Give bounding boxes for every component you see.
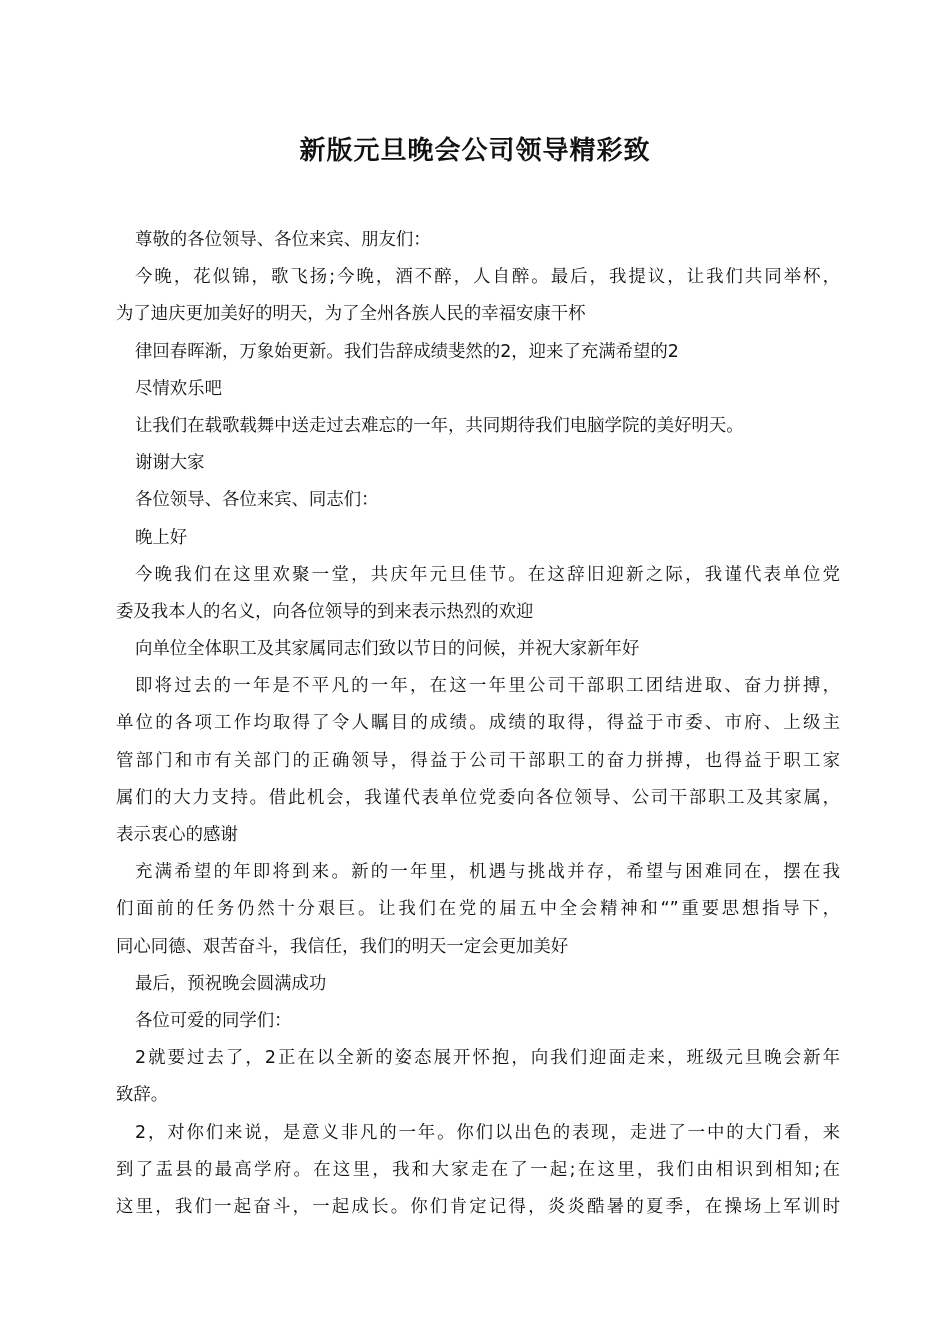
- text-line: 们面前的任务仍然十分艰巨。让我们在党的届五中全会精神和“”重要思想指导下，: [116, 899, 840, 920]
- text-line: 2，对你们来说，是意义非凡的一年。你们以出色的表现，走进了一中的大门看，来: [135, 1122, 840, 1143]
- text-line: 谢谢大家: [135, 453, 205, 474]
- document-body: [116, 222, 840, 1226]
- text-line: 尽情欢乐吧: [135, 378, 222, 399]
- text-line: 今晚我们在这里欢聚一堂，共庆年元旦佳节。在这辞旧迎新之际，我谨代表单位党: [135, 564, 840, 585]
- text-line: 到了盂县的最高学府。在这里，我和大家走在了一起;在这里，我们由相识到相知;在: [116, 1159, 840, 1180]
- text-line: 尊敬的各位领导、各位来宾、朋友们：: [135, 230, 431, 250]
- text-line: 各位领导、各位来宾、同志们：: [135, 490, 379, 511]
- text-line: 单位的各项工作均取得了令人瞩目的成绩。成绩的取得，得益于市委、市府、上级主: [116, 713, 840, 734]
- text-line: 最后，预祝晚会圆满成功: [135, 973, 327, 994]
- text-line: 向单位全体职工及其家属同志们致以节日的问候，并祝大家新年好: [135, 639, 640, 660]
- text-line: 2就要过去了，2正在以全新的姿态展开怀抱，向我们迎面走来，班级元旦晚会新年: [135, 1048, 840, 1069]
- text-line: 管部门和市有关部门的正确领导，得益于公司干部职工的奋力拼搏，也得益于职工家: [116, 750, 840, 771]
- text-line: 晚上好: [135, 527, 188, 548]
- text-line: 各位可爱的同学们：: [135, 1010, 292, 1031]
- text-line: 这里，我们一起奋斗，一起成长。你们肯定记得，炎炎酷暑的夏季，在操场上军训时: [116, 1196, 840, 1217]
- text-line: 同心同德、艰苦奋斗，我信任，我们的明天一定会更加美好: [116, 936, 569, 957]
- text-line: 为了迪庆更加美好的明天，为了全州各族人民的幸福安康干杯: [116, 304, 586, 325]
- text-line: 表示衷心的感谢: [116, 825, 238, 845]
- text-line: 致辞。: [116, 1085, 169, 1106]
- text-line: 充满希望的年即将到来。新的一年里，机遇与挑战并存，希望与困难同在，摆在我: [135, 862, 840, 883]
- text-line: 律回春晖渐，万象始更新。我们告辞成绩斐然的2，迎来了充满希望的2: [135, 341, 679, 362]
- text-line: 属们的大力支持。借此机会，我谨代表单位党委向各位领导、公司干部职工及其家属，: [116, 787, 840, 808]
- text-line: 委及我本人的名义，向各位领导的到来表示热烈的欢迎: [116, 601, 534, 622]
- text-line: 即将过去的一年是不平凡的一年，在这一年里公司干部职工团结进取、奋力拼搏，: [135, 676, 840, 697]
- text-line: 今晚，花似锦，歌飞扬;今晚，酒不醉，人自醉。最后，我提议，让我们共同举杯，: [135, 267, 840, 288]
- text-line: 让我们在载歌载舞中送走过去难忘的一年，共同期待我们电脑学院的美好明天。: [135, 415, 744, 436]
- document-title: 新版元旦晚会公司领导精彩致: [299, 136, 651, 166]
